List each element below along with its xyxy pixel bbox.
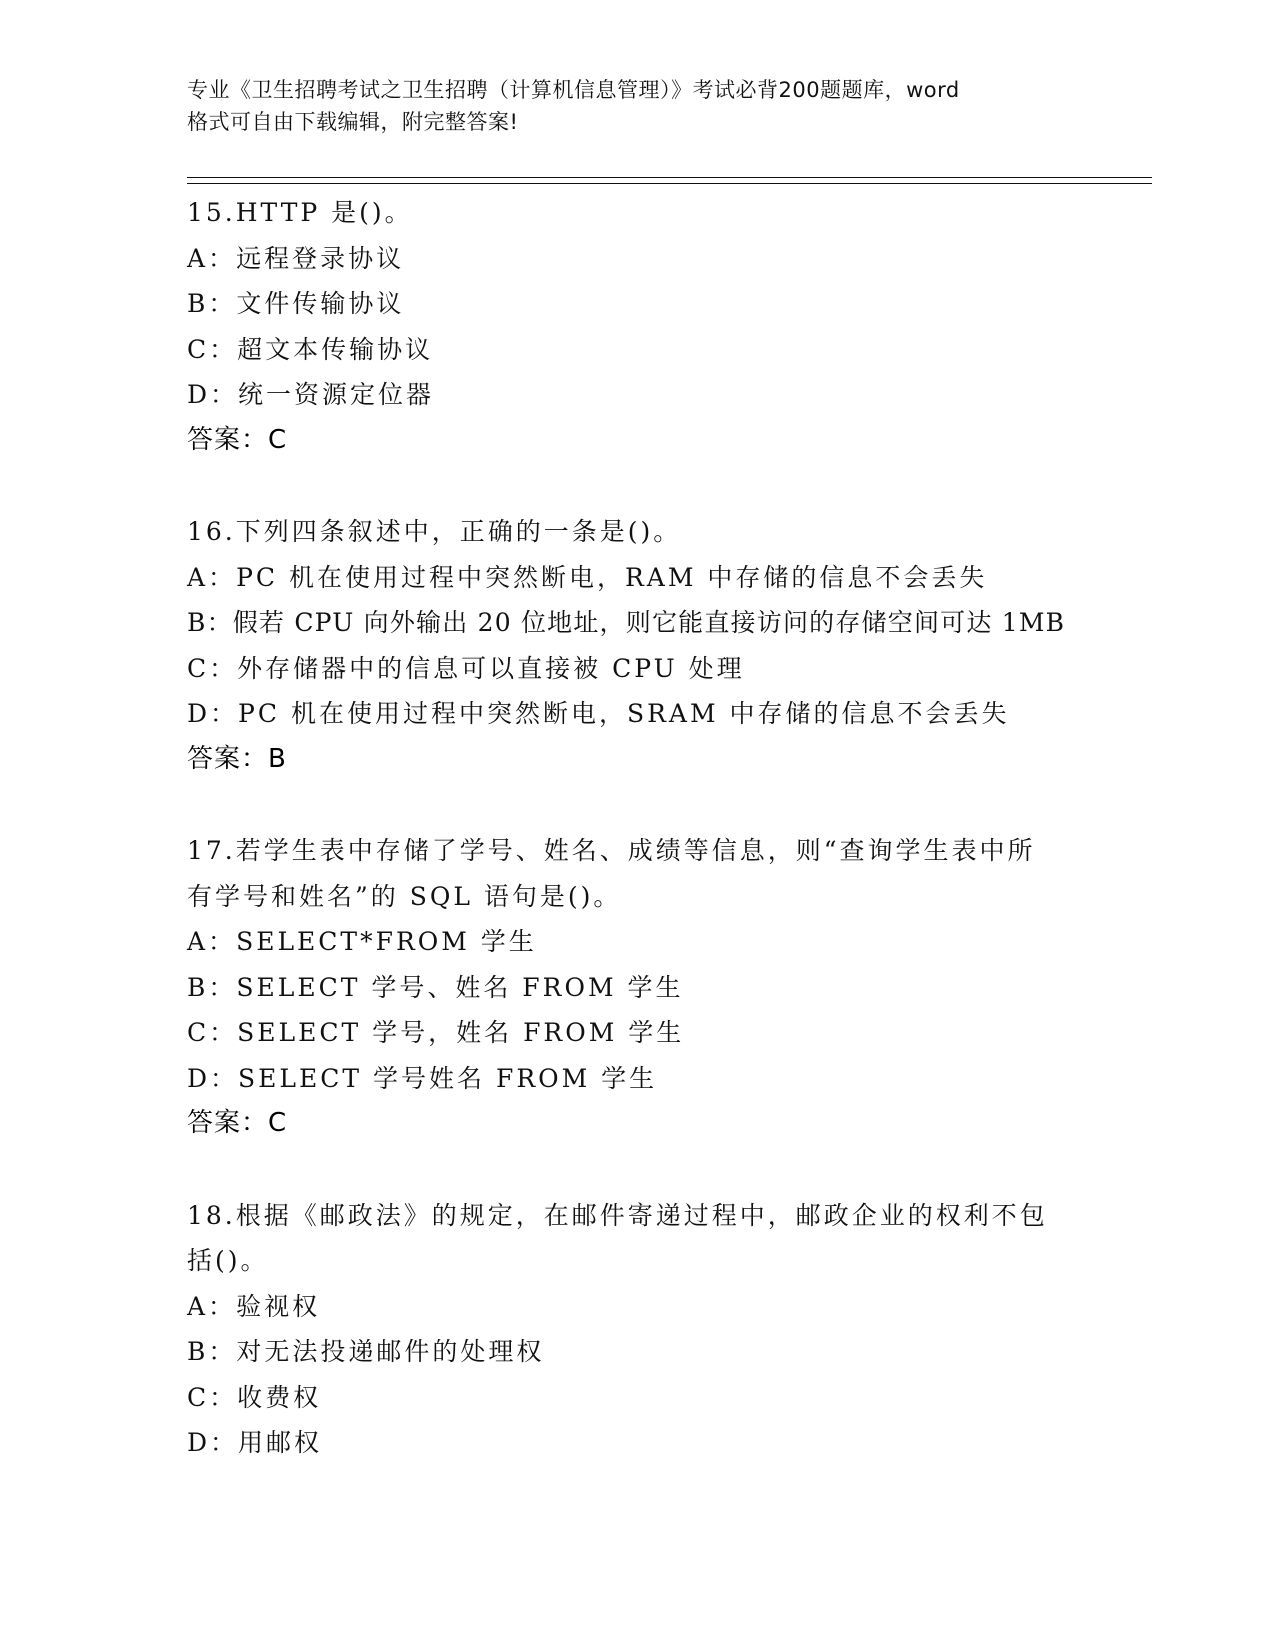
option-text: SELECT 学号，姓名 FROM 学生: [237, 1018, 685, 1047]
option-text: 用邮权: [238, 1428, 323, 1457]
question-stem-line: 15.HTTP 是()。: [187, 198, 413, 227]
option-letter: A：: [187, 1291, 237, 1321]
question-18: [187, 1193, 1117, 1466]
option-text: PC 机在使用过程中突然断电，SRAM 中存储的信息不会丢失: [238, 699, 1010, 728]
option-letter: D：: [187, 1063, 239, 1093]
header-divider-bottom: [187, 183, 1152, 184]
option-text: SELECT 学号姓名 FROM 学生: [238, 1063, 658, 1093]
option-letter: A：: [187, 562, 237, 592]
question-stem-line: 18.根据《邮政法》的规定，在邮件寄递过程中，邮政企业的权利不包: [187, 1200, 1048, 1230]
option-letter: D：: [187, 699, 239, 728]
question-stem: [187, 828, 1117, 919]
option-letter: C：: [187, 334, 238, 364]
question-stem: [187, 509, 1117, 555]
option-text: 统一资源定位器: [238, 380, 435, 409]
header-line-2: 格式可自由下载编辑，附完整答案!: [187, 110, 519, 134]
question-stem: [187, 1193, 1117, 1284]
option-a: [187, 919, 1117, 965]
header-divider-top: [187, 177, 1152, 178]
option-text: 对无法投递邮件的处理权: [236, 1337, 545, 1366]
option-text: SELECT 学号、姓名 FROM 学生: [236, 972, 684, 1002]
option-b: [187, 281, 1117, 327]
option-letter: C：: [187, 653, 238, 683]
option-d: [187, 1056, 1117, 1102]
question-list: [187, 190, 1117, 1512]
question-16: [187, 509, 1117, 782]
question-17: [187, 828, 1117, 1147]
option-text: 超文本传输协议: [237, 334, 434, 364]
option-letter: A：: [187, 927, 237, 956]
answer-line: 答案：C: [187, 1108, 288, 1138]
option-d: [187, 372, 1117, 418]
option-text: 假若 CPU 向外输出 20 位地址，则它能直接访问的存储空间可达 1MB: [232, 608, 1066, 637]
option-text: 远程登录协议: [236, 243, 405, 273]
header-line-1: 专业《卫生招聘考试之卫生招聘（计算机信息管理）》考试必背200题题库，word: [187, 78, 960, 102]
option-b: [187, 600, 1117, 646]
question-15: [187, 190, 1117, 463]
option-letter: B：: [187, 972, 237, 1002]
question-stem-line: 有学号和姓名”的 SQL 语句是()。: [187, 881, 622, 911]
option-c: [187, 646, 1117, 692]
option-a: [187, 236, 1117, 282]
answer-line: 答案：C: [187, 424, 288, 455]
option-b: [187, 965, 1117, 1011]
answer-line: 答案：B: [187, 743, 287, 774]
option-letter: C：: [187, 1018, 238, 1047]
option-text: PC 机在使用过程中突然断电，RAM 中存储的信息不会丢失: [236, 562, 988, 592]
option-c: [187, 1375, 1117, 1421]
option-a: [187, 555, 1117, 601]
option-text: 外存储器中的信息可以直接被 CPU 处理: [237, 653, 745, 683]
option-letter: C：: [187, 1382, 238, 1412]
question-stem-line: 16.下列四条叙述中，正确的一条是()。: [187, 517, 682, 546]
question-stem: [187, 190, 1117, 236]
document-header: [187, 74, 1087, 138]
option-text: SELECT*FROM 学生: [236, 927, 537, 956]
option-letter: D：: [187, 1428, 239, 1457]
option-text: 验视权: [236, 1291, 321, 1321]
option-c: [187, 1010, 1117, 1056]
question-stem-line: 括()。: [187, 1246, 269, 1275]
option-d: [187, 691, 1117, 737]
option-letter: B：: [187, 289, 237, 318]
option-a: [187, 1284, 1117, 1330]
question-stem-line: 17.若学生表中存储了学号、姓名、成绩等信息，则“查询学生表中所: [187, 836, 1036, 865]
option-letter: B：: [187, 1337, 237, 1366]
option-text: 文件传输协议: [236, 289, 405, 318]
option-d: [187, 1420, 1117, 1466]
option-c: [187, 327, 1117, 373]
option-letter: B：: [187, 608, 233, 637]
option-letter: D：: [187, 380, 239, 409]
option-text: 收费权: [237, 1382, 322, 1412]
option-b: [187, 1329, 1117, 1375]
option-letter: A：: [187, 243, 237, 273]
